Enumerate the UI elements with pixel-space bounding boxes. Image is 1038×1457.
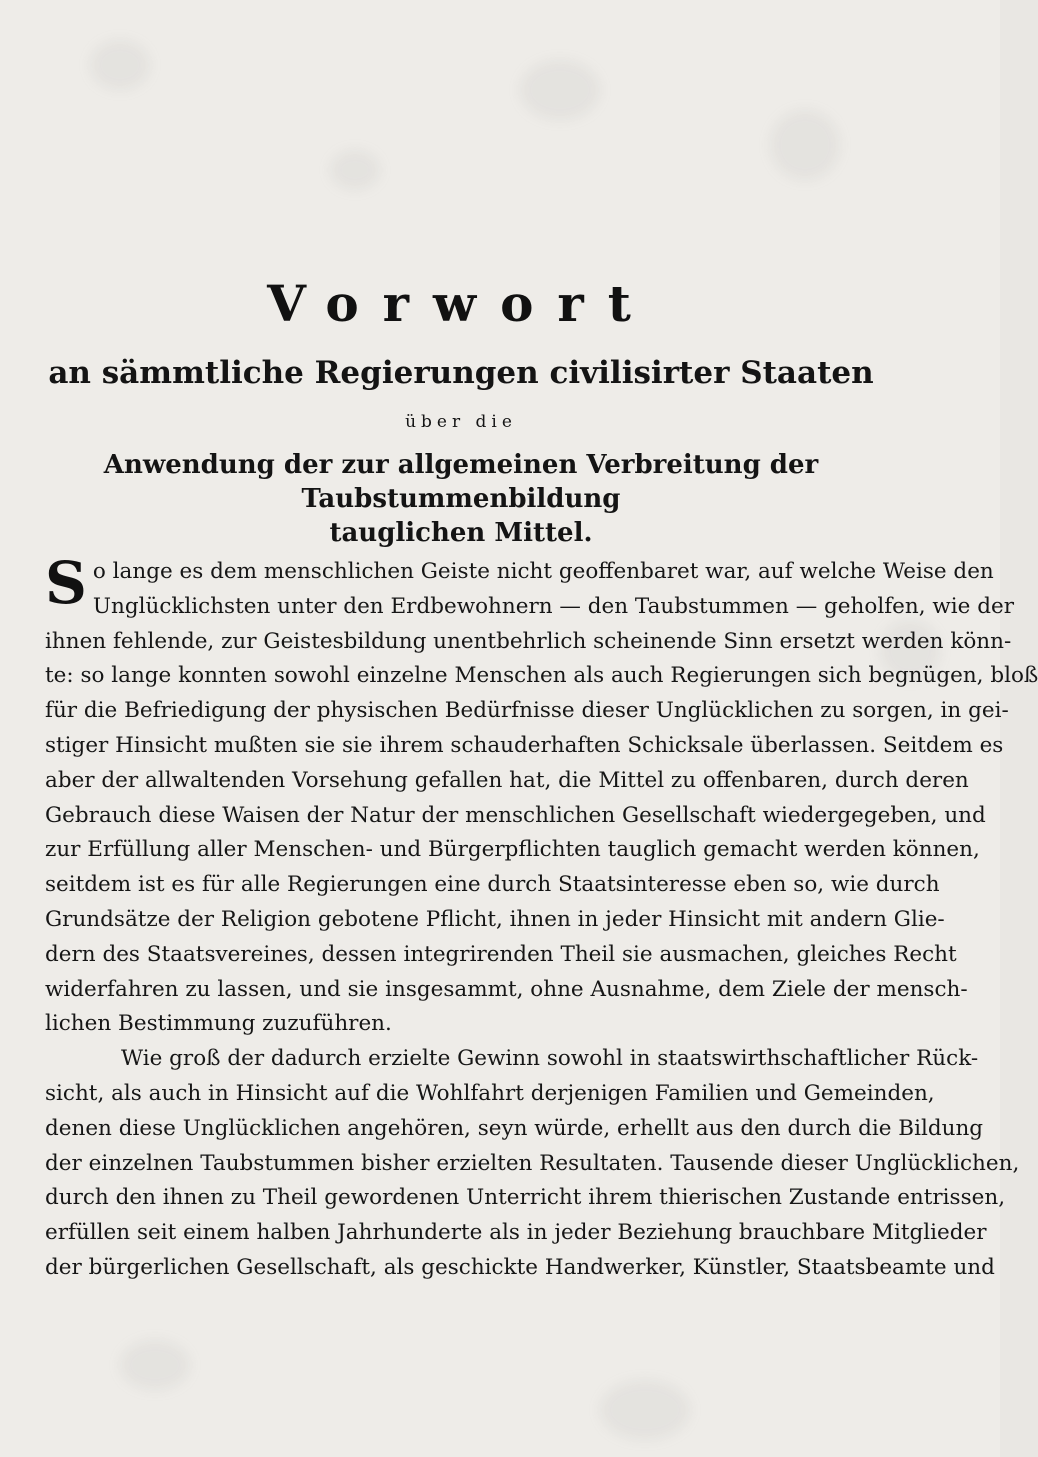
- text-line: ihnen fehlende, zur Geistesbildung unentbehrlich scheinende Sinn ersetzt werden könn-: [45, 628, 1012, 654]
- connector-text: über die: [405, 412, 517, 432]
- foxing-spot: [600, 1380, 690, 1440]
- heading-line: tauglichen Mittel.: [329, 518, 593, 548]
- text-line: aber der allwaltenden Vorsehung gefallen hat, die Mittel zu offenbaren, durch deren: [45, 767, 969, 793]
- text-line: Grundsätze der Religion gebotene Pflicht, ihnen in jeder Hinsicht mit andern Glie-: [45, 906, 945, 932]
- text-line: erfüllen seit einem halben Jahrhunderte als in jeder Beziehung brauchbare Mitglieder: [45, 1220, 987, 1246]
- foxing-spot: [90, 40, 150, 90]
- text-line: der bürgerlichen Gesellschaft, als geschickte Handwerker, Künstler, Staatsbeamte und: [45, 1254, 995, 1280]
- foxing-spot: [330, 150, 380, 190]
- text-line: widerfahren zu lassen, und sie insgesammt, ohne Ausnahme, dem Ziele der mensch-: [45, 976, 968, 1002]
- text-line: Wie groß der dadurch erzielte Gewinn sowohl in staatswirthschaftlicher Rück-: [121, 1046, 979, 1072]
- text-line: stiger Hinsicht mußten sie sie ihrem schauderhaften Schicksale überlassen. Seitdem es: [45, 732, 1004, 758]
- paragraph-1: [45, 549, 1038, 1042]
- foxing-spot: [770, 110, 840, 180]
- heading-line: Anwendung der zur allgemeinen Verbreitung der Taubstummenbildung: [103, 450, 819, 514]
- body-text: [45, 549, 1038, 1286]
- page-subtitle: an sämmtliche Regierungen civilisirter Staaten: [48, 355, 874, 391]
- text-line: Gebrauch diese Waisen der Natur der menschlichen Gesellschaft wiedergegeben, und: [45, 802, 986, 828]
- text-line: der einzelnen Taubstummen bisher erzielten Resultaten. Tausende dieser Unglücklichen,: [45, 1150, 1020, 1176]
- foxing-spot: [520, 60, 600, 120]
- drop-cap: S: [45, 549, 87, 617]
- text-line: sicht, als auch in Hinsicht auf die Wohlfahrt derjenigen Familien und Gemeinden,: [45, 1080, 935, 1106]
- foxing-spot: [120, 1340, 190, 1390]
- section-heading: [45, 448, 877, 550]
- page-title: Vorwort: [267, 274, 655, 333]
- paragraph-2: [45, 1042, 1020, 1286]
- text-line: für die Befriedigung der physischen Bedürfnisse dieser Unglücklichen zu sorgen, in gei-: [45, 698, 1009, 724]
- text-line: dern des Staatsvereines, dessen integrirenden Theil sie ausmachen, gleiches Recht: [45, 941, 957, 967]
- text-line: lichen Bestimmung zuzuführen.: [45, 1011, 392, 1037]
- text-line: seitdem ist es für alle Regierungen eine durch Staatsinteresse eben so, wie durch: [45, 872, 940, 898]
- text-line: zur Erfüllung aller Menschen- und Bürgerpflichten tauglich gemacht werden können,: [45, 837, 980, 863]
- text-line: o lange es dem menschlichen Geiste nicht geoffenbaret war, auf welche Weise den: [92, 559, 994, 584]
- text-line: Unglücklichsten unter den Erdbewohnern — den Taubstummen — geholfen, wie der: [92, 593, 1014, 619]
- text-line: te: so lange konnten sowohl einzelne Menschen als auch Regierungen sich begnügen, bloß: [45, 663, 1038, 689]
- text-line: durch den ihnen zu Theil gewordenen Unterricht ihrem thierischen Zustande entrissen,: [45, 1185, 1006, 1211]
- text-line: denen diese Unglücklichen angehören, seyn würde, erhellt aus den durch die Bildung: [45, 1115, 984, 1141]
